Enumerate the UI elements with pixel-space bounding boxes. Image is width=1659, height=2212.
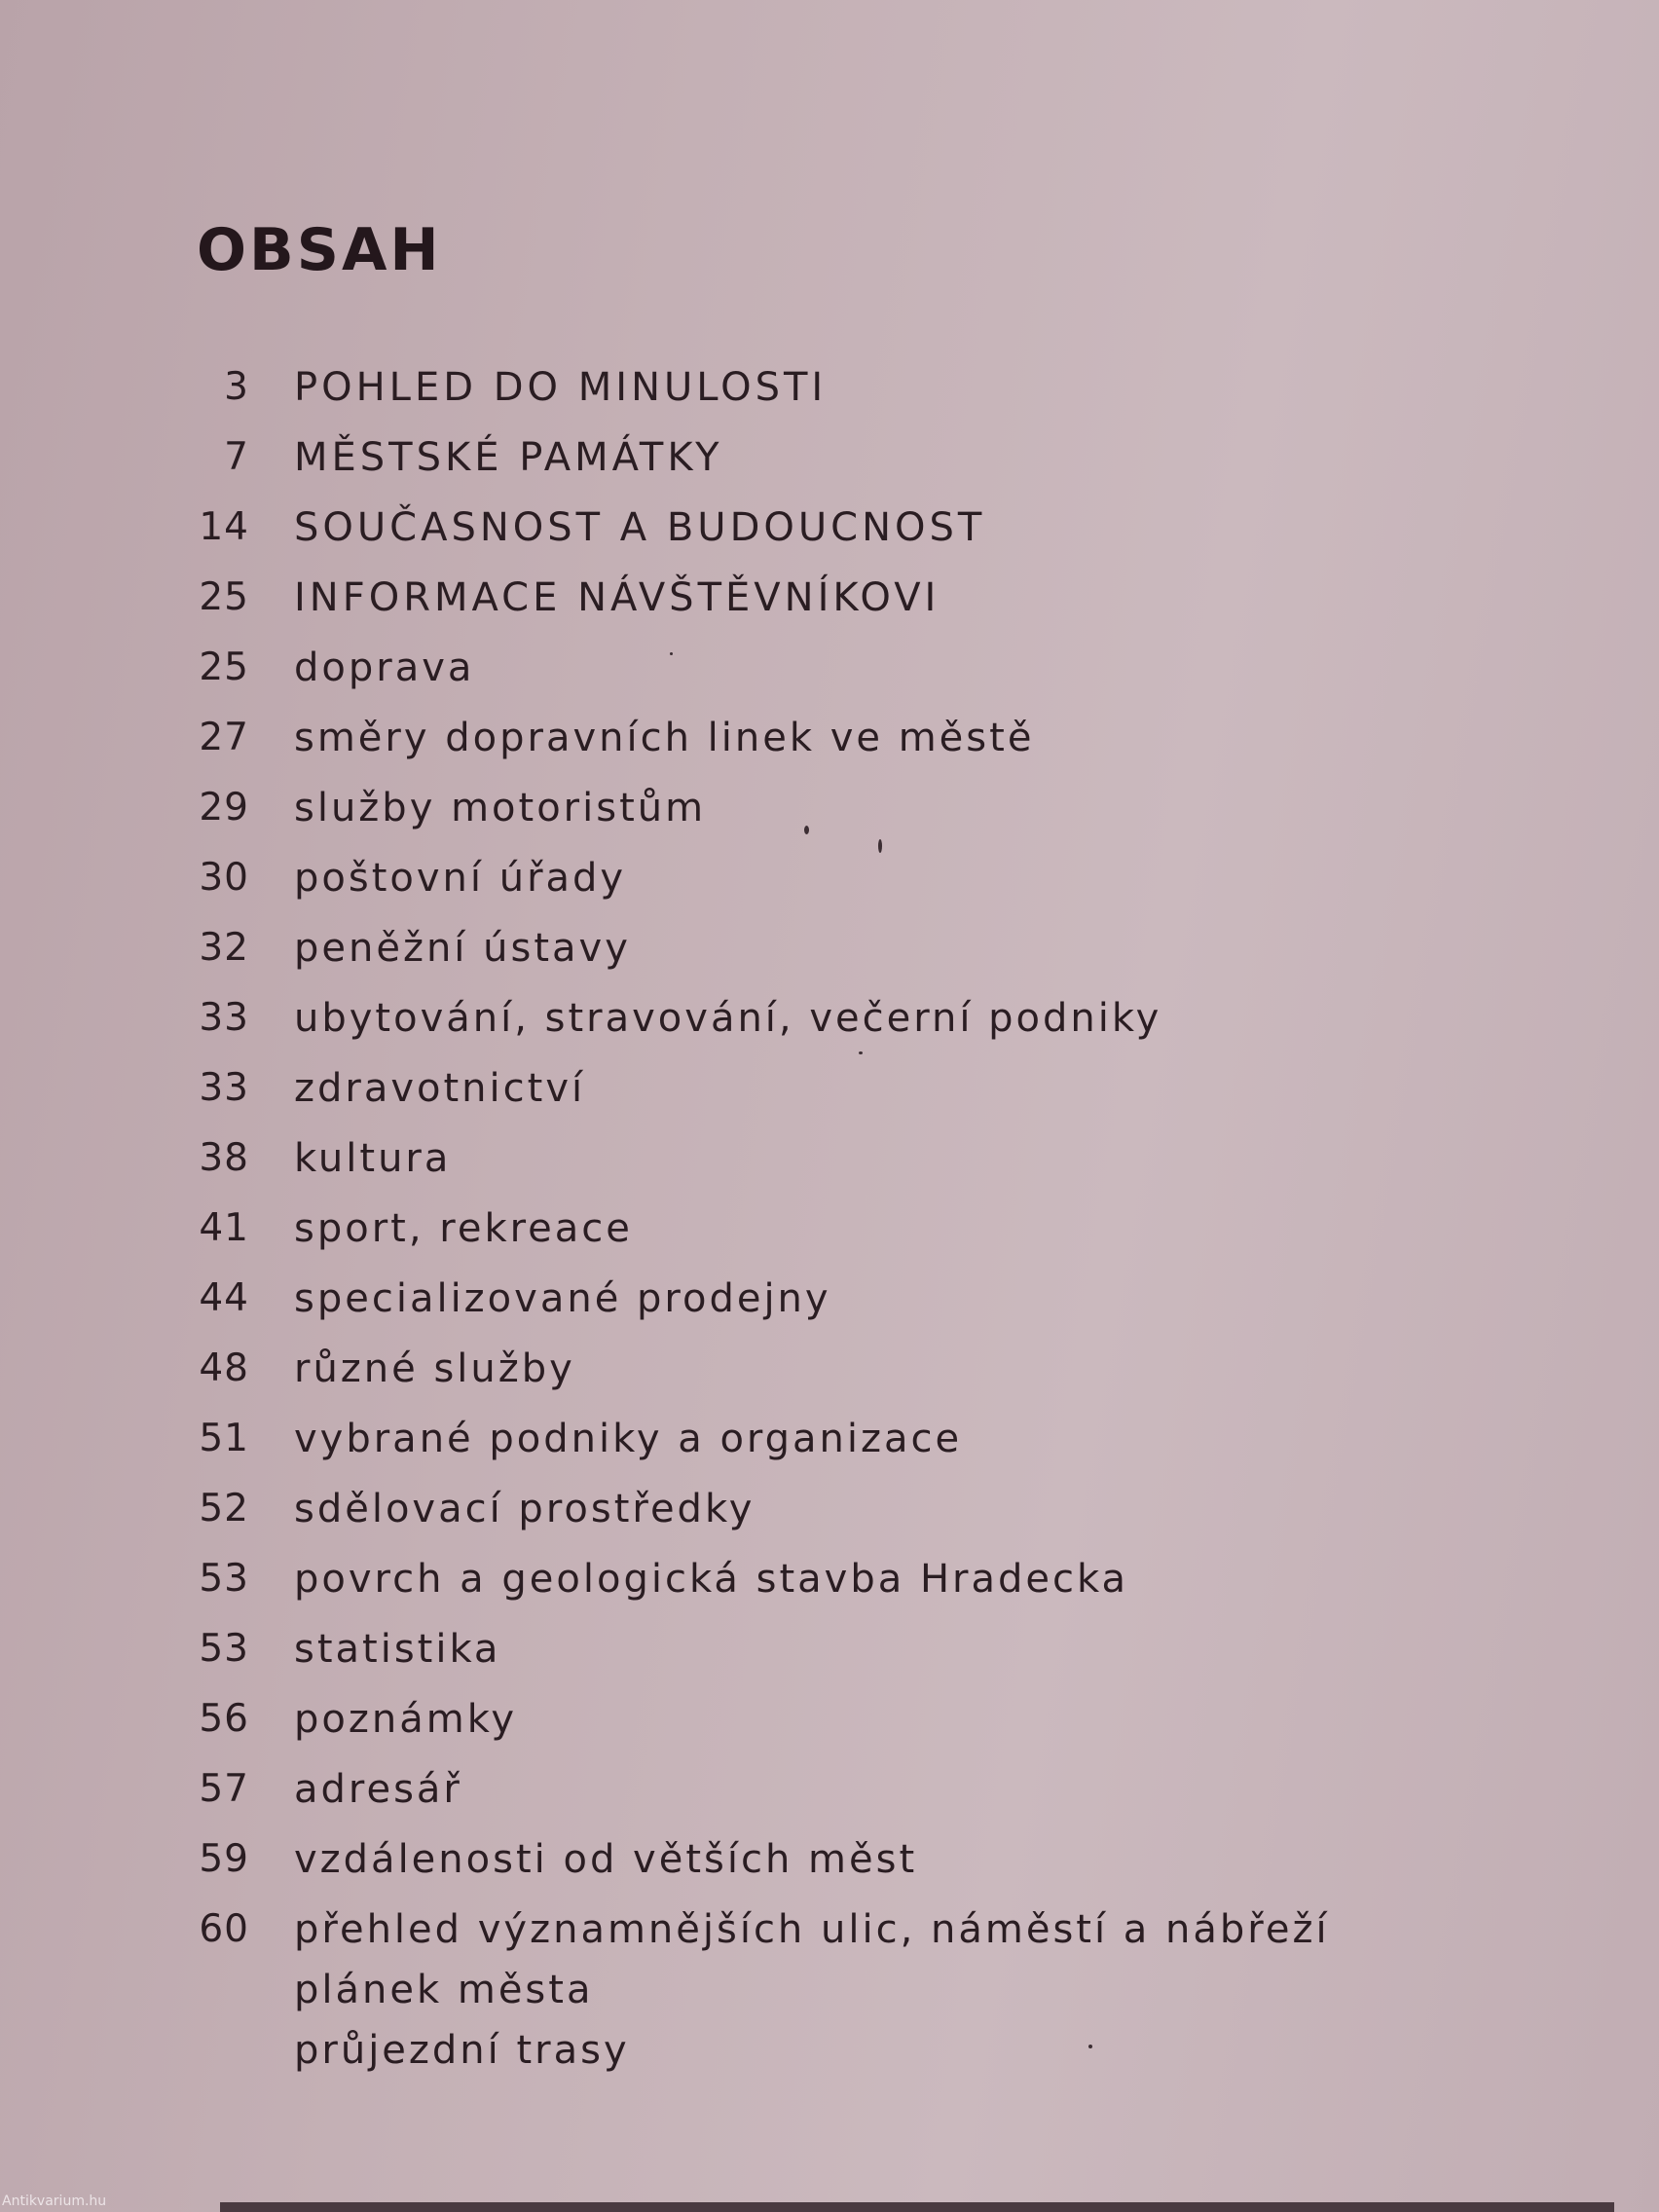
toc-entry	[185, 1684, 1451, 1754]
toc-entry	[185, 1404, 1451, 1474]
toc-entry-title: poštovní úřady	[294, 856, 627, 901]
toc-page-number: 7	[224, 435, 249, 479]
toc-entry-title: povrch a geologická stavba Hradecka	[294, 1557, 1128, 1602]
toc-entry	[185, 773, 1451, 843]
toc-entry-title: kultura	[294, 1136, 452, 1181]
toc-entry-title: statistika	[294, 1627, 501, 1672]
bottom-border-bar	[220, 2202, 1614, 2212]
toc-page-number: 60	[199, 1907, 249, 1951]
toc-entry	[185, 1895, 1451, 2081]
toc-entry-title: specializované prodejny	[294, 1276, 831, 1321]
toc-page-number: 38	[199, 1136, 249, 1180]
toc-page-number: 53	[199, 1557, 249, 1601]
toc-page-number: 44	[199, 1276, 249, 1320]
toc-page-number: 3	[224, 365, 249, 409]
toc-page-number: 48	[199, 1346, 249, 1390]
toc-page-number: 52	[199, 1487, 249, 1530]
toc-entry-title: adresář	[294, 1767, 462, 1812]
toc-entry-title: zdravotnictví	[294, 1066, 586, 1111]
toc-page-number: 53	[199, 1627, 249, 1671]
toc-entry	[185, 1264, 1451, 1334]
toc-page-number: 29	[199, 786, 249, 830]
toc-entry	[185, 843, 1451, 913]
toc-page-number: 41	[199, 1206, 249, 1250]
toc-entry	[185, 1053, 1451, 1124]
toc-entry-title: MĚSTSKÉ PAMÁTKY	[294, 435, 723, 480]
toc-page-number: 57	[199, 1767, 249, 1811]
toc-entry-title: vzdálenosti od větších měst	[294, 1837, 918, 1882]
toc-page-number: 30	[199, 856, 249, 900]
toc-entry	[185, 563, 1451, 633]
toc-entry	[185, 493, 1451, 563]
toc-page-number: 51	[199, 1417, 249, 1460]
toc-entry-title: INFORMACE NÁVŠTĚVNÍKOVI	[294, 575, 940, 620]
toc-entry	[185, 1194, 1451, 1264]
toc-page-number: 32	[199, 926, 249, 970]
toc-entry-title: sport, rekreace	[294, 1206, 633, 1251]
toc-entry	[185, 633, 1451, 703]
toc-entry-title: poznámky	[294, 1697, 518, 1742]
toc-page-number: 25	[199, 645, 249, 689]
toc-entry	[185, 913, 1451, 983]
toc-page-number: 59	[199, 1837, 249, 1881]
toc-entry	[185, 1754, 1451, 1825]
paper-speck	[804, 826, 809, 834]
toc-entry	[185, 983, 1451, 1053]
toc-page-number: 33	[199, 996, 249, 1040]
watermark: Antikvarium.hu	[2, 2194, 107, 2209]
toc-entry-title: směry dopravních linek ve městě	[294, 716, 1035, 760]
toc-page-number: 25	[199, 575, 249, 619]
paper-speck	[859, 1051, 863, 1054]
toc-page-number: 56	[199, 1697, 249, 1741]
paper-speck	[1088, 2045, 1092, 2048]
toc-entry	[185, 1334, 1451, 1404]
toc-entry	[185, 1825, 1451, 1895]
toc-entry	[185, 1614, 1451, 1684]
page-title: OBSAH	[197, 216, 442, 284]
toc-entry-title: SOUČASNOST A BUDOUCNOST	[294, 505, 986, 550]
paper-speck	[670, 652, 673, 655]
toc-entry-title: služby motoristům	[294, 786, 707, 830]
table-of-contents	[185, 352, 1451, 2081]
paper-speck	[878, 839, 882, 853]
toc-entry-title: peněžní ústavy	[294, 926, 631, 971]
toc-entry-title: doprava	[294, 645, 475, 690]
toc-entry-title: přehled významnějších ulic, náměstí a nábřeží plánek města průjezdní trasy	[294, 1907, 1330, 2073]
toc-entry	[185, 1474, 1451, 1544]
toc-entry-title: různé služby	[294, 1346, 575, 1391]
toc-entry-title: ubytování, stravování, večerní podniky	[294, 996, 1162, 1041]
toc-page-number: 27	[199, 716, 249, 759]
toc-entry	[185, 1544, 1451, 1614]
toc-entry-title: POHLED DO MINULOSTI	[294, 365, 828, 410]
toc-entry-title: vybrané podniky a organizace	[294, 1417, 963, 1461]
toc-entry	[185, 1124, 1451, 1194]
toc-page-number: 14	[199, 505, 249, 549]
toc-page-number: 33	[199, 1066, 249, 1110]
toc-entry	[185, 352, 1451, 423]
toc-entry-title: sdělovací prostředky	[294, 1487, 756, 1531]
toc-entry	[185, 703, 1451, 773]
toc-entry	[185, 423, 1451, 493]
